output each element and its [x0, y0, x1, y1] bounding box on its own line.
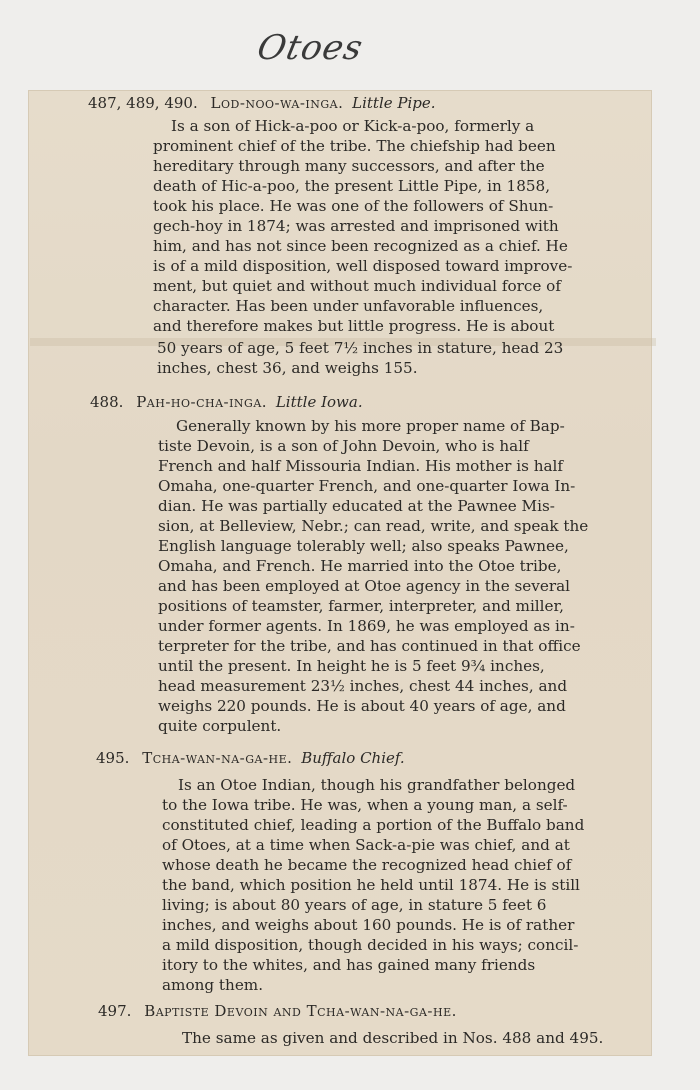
text-line: is of a mild disposition, well disposed toward improve- — [153, 257, 573, 275]
text-line: Omaha, and French. He married into the Otoe tribe, — [158, 557, 562, 575]
entry-heading — [90, 393, 363, 411]
entry-name: Pah-ho-cha-inga. — [136, 393, 268, 411]
text-line: English language tolerably well; also speaks Pawnee, — [158, 537, 569, 555]
entry-english-name: Little Iowa. — [275, 393, 363, 411]
text-line: 50 years of age, 5 feet 7½ inches in stature, head 23 — [157, 339, 564, 357]
entry-english-name: Buffalo Chief. — [301, 749, 405, 767]
entry-heading — [98, 1002, 461, 1020]
text-line: tiste Devoin, is a son of John Devoin, who is half — [158, 437, 529, 455]
text-line: Is a son of Hick-a-poo or Kick-a-poo, formerly a — [171, 117, 535, 135]
entry-paragraph — [158, 416, 589, 736]
text-line: the band, which position he held until 1874. He is still — [162, 876, 580, 894]
text-line: and therefore makes but little progress. He is about — [153, 317, 555, 335]
text-line: Is an Otoe Indian, though his grandfather belonged — [178, 776, 576, 794]
text-line: sion, at Belleview, Nebr.; can read, write, and speak the — [158, 517, 589, 535]
entry-name: Baptiste Devoin and Tcha-wan-na-ga-he. — [144, 1002, 457, 1020]
text-line: living; is about 80 years of age, in stature 5 feet 6 — [162, 896, 547, 914]
text-line: French and half Missouria Indian. His mother is half — [158, 457, 564, 475]
text-line: to the Iowa tribe. He was, when a young man, a self- — [162, 796, 568, 814]
text-line: and has been employed at Otoe agency in the several — [158, 577, 571, 595]
text-line: among them. — [162, 976, 264, 994]
entry-heading — [96, 749, 405, 767]
text-line: itory to the whites, and has gained many friends — [162, 956, 536, 974]
entry-paragraph — [153, 116, 571, 378]
text-line: Omaha, one-quarter French, and one-quarter Iowa In- — [158, 477, 576, 495]
text-line: constituted chief, leading a portion of the Buffalo band — [162, 816, 585, 834]
text-line: a mild disposition, though decided in his ways; concil- — [162, 936, 579, 954]
text-line: positions of teamster, farmer, interpreter, and miller, — [158, 597, 564, 615]
text-line: quite corpulent. — [158, 717, 282, 735]
text-line: under former agents. In 1869, he was employed as in- — [158, 617, 575, 635]
entry-number: 497. — [98, 1002, 132, 1020]
text-line: Generally known by his more proper name of Bap- — [176, 417, 565, 435]
text-line: of Otoes, at a time when Sack-a-pie was chief, and at — [162, 836, 570, 854]
text-line: hereditary through many successors, and after the — [153, 157, 545, 175]
text-line: inches, and weighs about 160 pounds. He is of rather — [162, 916, 575, 934]
text-line: character. Has been under unfavorable influences, — [153, 297, 544, 315]
text-line: him, and has not since been recognized as a chief. He — [153, 237, 568, 255]
text-line: The same as given and described in Nos. 488 and 495. — [182, 1029, 604, 1047]
text-line: ment, but quiet and without much individual force of — [153, 277, 561, 295]
text-line: terpreter for the tribe, and has continued in that office — [158, 637, 581, 655]
entry-name: Tcha-wan-na-ga-he. — [142, 749, 293, 767]
entry-heading — [88, 94, 436, 112]
handwritten-title: Otoes — [253, 28, 367, 68]
entry-number: 495. — [96, 749, 130, 767]
text-line: inches, chest 36, and weighs 155. — [157, 359, 418, 377]
text-line: gech-hoy in 1874; was arrested and imprisoned with — [153, 217, 559, 235]
text-line: head measurement 23½ inches, chest 44 inches, and — [158, 677, 568, 695]
entry-name: Lod-noo-wa-inga. — [210, 94, 344, 112]
entry-paragraph — [162, 775, 585, 995]
entry-number: 487, 489, 490. — [88, 94, 198, 112]
text-line: prominent chief of the tribe. The chiefship had been — [153, 137, 556, 155]
entry-number: 488. — [90, 393, 124, 411]
entry-english-name: Little Pipe. — [352, 94, 436, 112]
text-line: until the present. In height he is 5 feet 9¾ inches, — [158, 657, 545, 675]
text-line: dian. He was partially educated at the Pawnee Mis- — [158, 497, 555, 515]
text-line: weighs 220 pounds. He is about 40 years of age, and — [158, 697, 566, 715]
text-line: took his place. He was one of the followers of Shun- — [153, 197, 554, 215]
text-line: whose death he became the recognized head chief of — [162, 856, 572, 874]
entry-paragraph — [182, 1028, 604, 1048]
text-line: death of Hic-a-poo, the present Little Pipe, in 1858, — [153, 177, 551, 195]
